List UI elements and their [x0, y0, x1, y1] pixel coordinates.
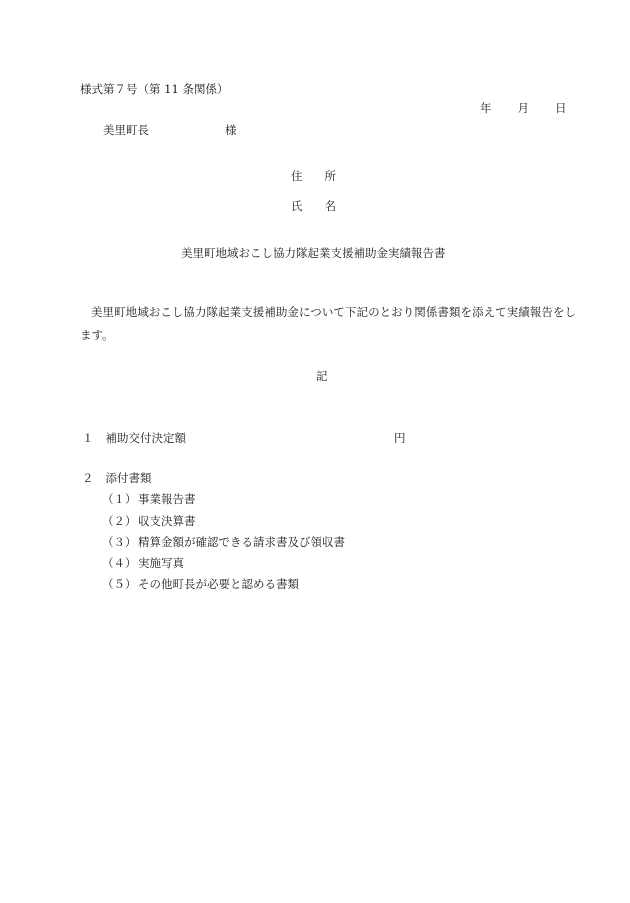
- attachment-number: （３）: [102, 535, 137, 549]
- attachment-item: [102, 494, 196, 506]
- attachment-item: [102, 579, 299, 591]
- attachment-text: その他町長が必要と認める書類: [138, 577, 299, 591]
- item-1: [82, 433, 186, 445]
- attachment-text: 収支決算書: [138, 514, 196, 528]
- attachment-number: （１）: [102, 492, 137, 506]
- date-year-label: 年: [480, 101, 492, 115]
- attachment-text: 事業報告書: [138, 492, 196, 506]
- form-identifier: 様式第７号（第 11 条関係）: [80, 82, 229, 96]
- address-label-char-2: 所: [324, 169, 336, 183]
- attachment-text: 実施写真: [138, 556, 184, 570]
- item-2-label: 添付書類: [105, 471, 152, 485]
- applicant-name-label: [291, 201, 336, 213]
- document-title: 美里町地域おこし協力隊起業支援補助金実績報告書: [181, 246, 446, 260]
- addressee: [103, 125, 237, 137]
- item-2-number: ２: [82, 471, 94, 485]
- attachment-number: （２）: [102, 514, 137, 528]
- addressee-name: 美里町長: [103, 123, 149, 137]
- name-label-char-2: 名: [324, 199, 336, 213]
- attachment-item: [102, 558, 184, 570]
- item-2: [82, 473, 152, 485]
- applicant-address-label: [291, 171, 336, 183]
- name-label-char-1: 氏: [291, 199, 303, 213]
- attachment-number: （４）: [102, 556, 137, 570]
- body-paragraph: 美里町地域おこし協力隊起業支援補助金について下記のとおり関係書類を添えて実績報告をします。: [80, 305, 576, 342]
- addressee-honorific: 様: [225, 123, 237, 137]
- address-label-char-1: 住: [291, 169, 303, 183]
- attachment-item: [102, 537, 345, 549]
- ki-heading: 記: [316, 369, 328, 383]
- date-day-label: 日: [555, 101, 567, 115]
- attachment-text: 精算金額が確認できる請求書及び領収書: [138, 535, 345, 549]
- item-1-unit: 円: [394, 431, 406, 445]
- date-month-label: 月: [517, 101, 529, 115]
- item-1-number: １: [82, 431, 94, 445]
- item-1-label: 補助交付決定額: [105, 431, 186, 445]
- attachment-item: [102, 516, 196, 528]
- attachment-number: （５）: [102, 577, 137, 591]
- date-line: [480, 103, 567, 115]
